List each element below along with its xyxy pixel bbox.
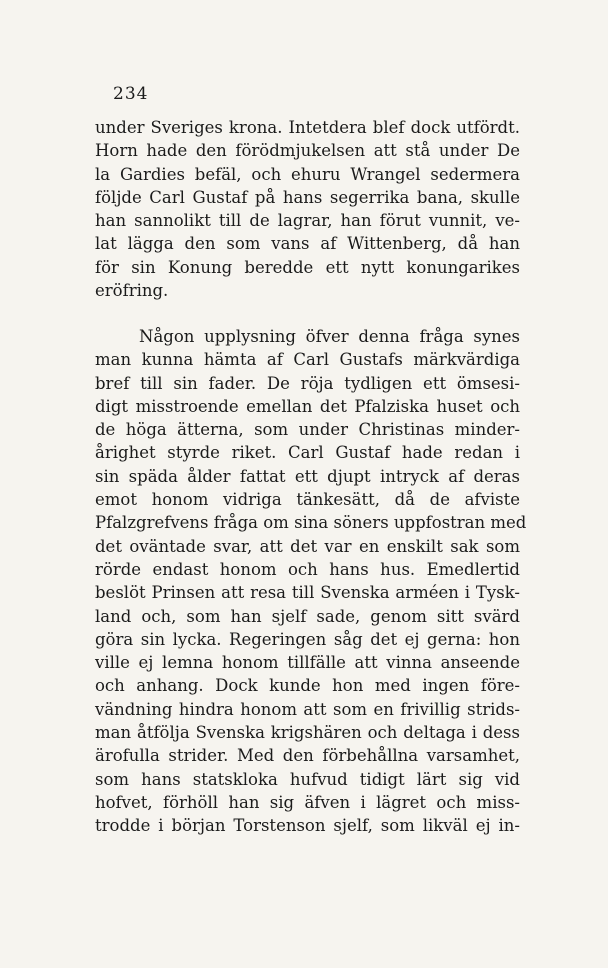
text-line: beslöt Prinsen att resa till Svenska arméen i Tysk- [95,583,520,603]
text-line: som hans statskloka hufvud tidigt lärt sig vid [95,769,520,789]
text-line: vändning hindra honom att som en frivillig strids- [95,699,520,719]
text-line: Någon upplysning öfver denna fråga synes [139,327,520,346]
paragraph-1 [95,116,520,302]
page-number: 234 [113,84,149,104]
paragraph-2 [95,325,527,838]
text-line: det oväntade svar, att det var en enskilt sak som [95,536,520,556]
text-line: emot honom vidriga tänkesätt, då de afviste [95,490,520,510]
text-line: för sin Konung beredde ett nytt konungarikes [95,257,520,277]
text-line: ärofulla strider. Med den förbehållna varsamhet, [95,746,520,766]
text-line: man åtfölja Svenska krigshären och deltaga i dess [95,723,520,743]
text-line: ville ej lemna honom tillfälle att vinna anseende [95,653,520,673]
text-line: land och, som han sjelf sade, genom sitt svärd [95,606,520,626]
text-line: rörde endast honom och hans hus. Emedlertid [95,559,520,579]
text-line: under Sveriges krona. Intetdera blef dock utfördt. [95,118,520,137]
text-line: Horn hade den förödmjukelsen att stå under De [95,141,520,161]
text-line: bref till sin fader. De röja tydligen ett ömsesi- [95,373,520,393]
text-line: sin späda ålder fattat ett djupt intryck af deras [95,466,520,486]
text-line: följde Carl Gustaf på hans segerrika bana, skulle [95,187,520,207]
text-line: digt misstroende emellan det Pfalziska huset och [95,396,520,416]
text-line: hofvet, förhöll han sig äfven i lägret och miss- [95,792,520,812]
text-line: de höga ätterna, som under Christinas minder- [95,420,520,440]
text-line: lat lägga den som vans af Wittenberg, då han [95,234,520,254]
text-line: la Gardies befäl, och ehuru Wrangel sedermera [95,164,520,184]
text-line: man kunna hämta af Carl Gustafs märkvärdiga [95,350,520,370]
text-line: han sannolikt till de lagrar, han förut vunnit, ve- [95,211,520,231]
text-line: och anhang. Dock kunde hon med ingen före- [95,676,520,696]
text-line: årighet styrde riket. Carl Gustaf hade redan i [95,443,520,463]
text-line: Pfalzgrefvens fråga om sina söners uppfostran med [95,513,527,533]
text-line: trodde i början Torstenson sjelf, som likväl ej in- [95,816,520,836]
text-line: eröfring. [95,281,169,301]
text-line: göra sin lycka. Regeringen såg det ej gerna: hon [95,629,520,649]
